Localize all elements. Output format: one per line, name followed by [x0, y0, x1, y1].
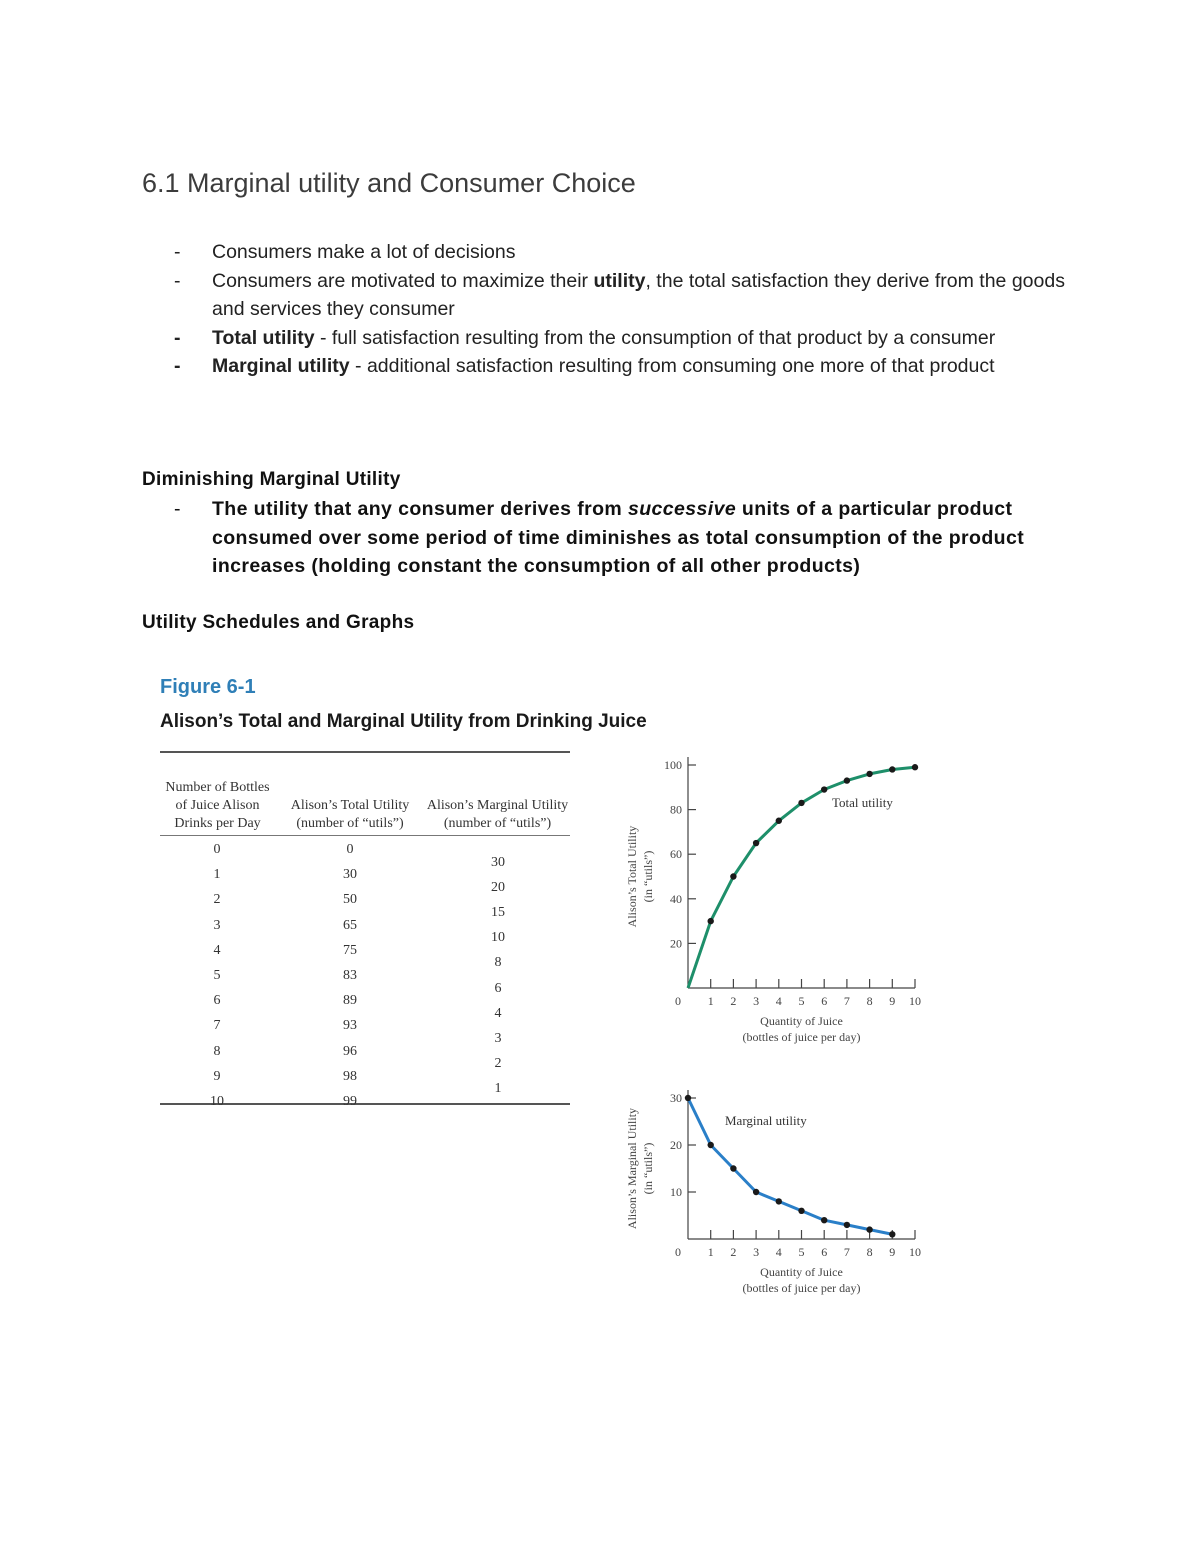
table-cell-quantity: 8 [213, 1043, 221, 1059]
table-cell-total-utility: 75 [343, 942, 357, 958]
data-point [866, 771, 872, 777]
bullet-emphasis: successive [627, 498, 737, 520]
table-cell-total-utility: 65 [343, 917, 357, 933]
data-point [798, 800, 804, 806]
table-cell-quantity: 6 [213, 993, 221, 1009]
y-axis-label: Alison’s Marginal Utility [625, 1107, 639, 1230]
x-tick-label: 3 [753, 994, 760, 1008]
page-title: 6.1 Marginal utility and Consumer Choice [142, 168, 636, 198]
y-axis-label: (in “utils”) [641, 1142, 655, 1195]
table-cell-marginal-utility: 8 [494, 955, 502, 971]
series-annotation: Marginal utility [725, 1113, 807, 1128]
table-cell-marginal-utility: 15 [491, 905, 505, 920]
table-header [160, 753, 570, 836]
dmu-bullet-list [142, 495, 1072, 581]
x-axis-label: Quantity of Juice [760, 1014, 843, 1028]
data-point [685, 1095, 691, 1101]
x-tick-label: 0 [675, 1245, 681, 1259]
table-cell-marginal-utility: 20 [491, 879, 505, 895]
x-tick-label: 6 [821, 994, 828, 1008]
bullet-item [142, 495, 1072, 581]
data-point [844, 777, 850, 783]
table-cell-total-utility: 50 [343, 892, 357, 908]
table-cell-total-utility: 30 [343, 867, 357, 883]
x-tick-label: 5 [798, 1245, 805, 1259]
y-tick-label: 30 [670, 1091, 682, 1105]
table-cell-marginal-utility: 2 [494, 1056, 502, 1072]
y-axis-label: Alison’s Total Utility [625, 825, 639, 928]
table-cell-marginal-utility: 4 [494, 1005, 502, 1021]
bullet-item [142, 324, 1072, 353]
series-annotation: Total utility [832, 795, 893, 810]
y-tick-label: 10 [670, 1185, 682, 1199]
x-tick-label: 9 [889, 1245, 896, 1259]
x-tick-label: 1 [707, 1245, 714, 1259]
bullet-item [142, 238, 1072, 267]
table-cell-quantity: 1 [213, 867, 221, 883]
data-point [866, 1226, 872, 1232]
table-cell-quantity: 0 [213, 842, 221, 857]
bullet-dash: - [174, 269, 181, 292]
y-axis-label: (in “utils”) [641, 850, 655, 903]
table-cell-quantity: 5 [213, 968, 221, 983]
header-quantity: Number of Bottles of Juice Alison Drinks per Day [165, 780, 270, 831]
bullet-text: - additional satisfaction resulting from consuming one more of that product [349, 355, 995, 377]
table-cell-total-utility: 0 [346, 842, 354, 857]
table-cell-marginal-utility: 3 [494, 1031, 502, 1046]
table-cell-quantity: 9 [213, 1068, 221, 1084]
bullet-text: The utility that any consumer derives from [212, 498, 628, 520]
x-tick-label: 8 [866, 1245, 873, 1259]
x-tick-label: 10 [909, 1245, 921, 1259]
data-point [798, 1208, 804, 1214]
x-tick-label: 10 [909, 994, 921, 1008]
table-cell-total-utility: 89 [343, 993, 357, 1009]
table-cell-quantity: 3 [213, 917, 221, 933]
x-tick-label: 7 [843, 1245, 850, 1259]
bullet-item [142, 352, 1072, 381]
bullet-text: , the total satisfaction they derive from the goods and services they consumer [212, 269, 1065, 320]
x-axis-label: Quantity of Juice [760, 1265, 843, 1279]
x-tick-label: 4 [775, 1245, 782, 1259]
bullet-dash: - [174, 241, 181, 263]
data-point [889, 1231, 895, 1237]
data-point [912, 764, 918, 770]
table-cell-quantity: 4 [213, 942, 221, 958]
y-tick-label: 60 [670, 847, 682, 862]
y-tick-label: 40 [670, 891, 682, 906]
y-tick-label: 20 [670, 1138, 682, 1152]
table-cell-quantity: 10 [210, 1094, 224, 1109]
x-tick-label: 0 [675, 994, 681, 1008]
section-heading-schedules: Utility Schedules and Graphs [142, 612, 415, 633]
table-cell-marginal-utility: 30 [491, 854, 505, 870]
data-point [753, 1189, 759, 1195]
header-marginal-utility: Alison’s Marginal Utility (number of “utils”) [426, 798, 569, 831]
data-point [708, 1142, 714, 1148]
bullet-text: Consumers make a lot of decisions [212, 241, 516, 263]
figure-label: Figure 6-1 [160, 676, 256, 698]
y-tick-label: 80 [670, 802, 682, 817]
x-tick-label: 4 [775, 994, 782, 1008]
table-cell-quantity: 2 [213, 892, 221, 908]
total-utility-chart [620, 745, 930, 1065]
data-point [821, 786, 827, 792]
y-tick-label: 100 [664, 758, 682, 772]
x-axis-label: (bottles of juice per day) [742, 1281, 861, 1295]
bullet-term: Total utility [212, 326, 315, 349]
table-cell-total-utility: 99 [343, 1094, 357, 1109]
section-heading-dmu: Diminishing Marginal Utility [142, 469, 401, 490]
bullet-dash: - [174, 355, 181, 377]
data-point [708, 918, 714, 924]
x-tick-label: 2 [730, 994, 737, 1008]
y-tick-label: 20 [670, 936, 682, 951]
table-cell-quantity: 7 [213, 1018, 221, 1034]
bullet-text: Consumers are motivated to maximize their [212, 269, 594, 292]
data-point [753, 840, 759, 846]
data-point [889, 766, 895, 772]
bullet-dash: - [174, 326, 181, 349]
x-tick-label: 6 [821, 1245, 828, 1259]
table-cell-marginal-utility: 1 [494, 1081, 502, 1097]
marginal-utility-chart [620, 1080, 930, 1310]
table-cell-total-utility: 98 [343, 1068, 357, 1084]
x-tick-label: 2 [730, 1245, 737, 1259]
table-cell-total-utility: 96 [343, 1043, 357, 1059]
header-total-utility: Alison’s Total Utility (number of “utils”) [290, 798, 410, 831]
x-tick-label: 5 [798, 994, 805, 1008]
bullet-dash: - [174, 498, 181, 520]
bullet-item [142, 267, 1072, 324]
data-point [844, 1222, 850, 1228]
data-point [730, 1165, 736, 1171]
table-cell-total-utility: 83 [343, 968, 357, 983]
figure-subtitle: Alison’s Total and Marginal Utility from Drinking Juice [160, 711, 647, 732]
bullet-term: Marginal utility [212, 355, 350, 377]
x-tick-label: 8 [866, 994, 873, 1008]
x-tick-label: 9 [889, 994, 896, 1008]
x-tick-label: 1 [707, 994, 714, 1008]
data-point [821, 1217, 827, 1223]
bullet-text: - full satisfaction resulting from the consumption of that product by a consumer [314, 326, 996, 349]
table-body [160, 836, 570, 1109]
table-cell-total-utility: 93 [343, 1018, 357, 1034]
data-point [730, 873, 736, 879]
x-tick-label: 7 [843, 994, 850, 1008]
data-point [776, 818, 782, 824]
x-tick-label: 3 [753, 1245, 760, 1259]
table-cell-marginal-utility: 10 [491, 930, 505, 946]
utility-table [160, 751, 570, 1109]
data-point [776, 1198, 782, 1204]
bullet-list [142, 238, 1072, 381]
table-cell-marginal-utility: 6 [494, 980, 502, 996]
bullet-text: units of a particular product consumed over some period of time diminishes as total consumption of the product increases (holding constant the consumption of all other products) [212, 498, 1025, 577]
bullet-term: utility [593, 269, 646, 292]
x-axis-label: (bottles of juice per day) [742, 1030, 861, 1044]
